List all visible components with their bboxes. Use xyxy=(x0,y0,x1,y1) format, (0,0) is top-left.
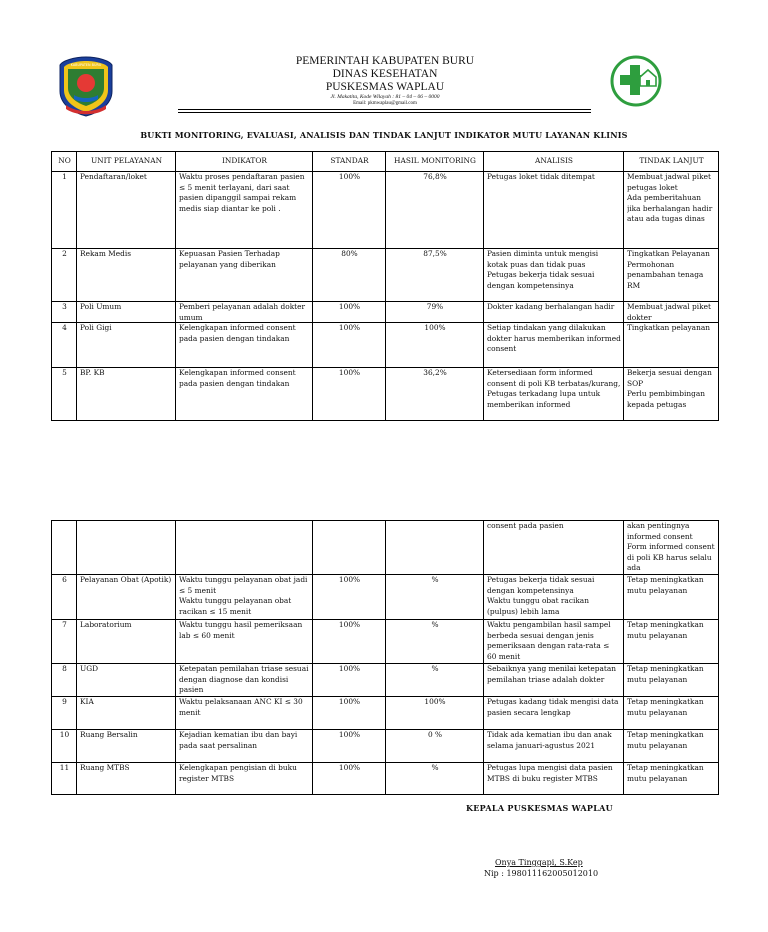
cell-indikator xyxy=(176,368,313,421)
table-row xyxy=(52,302,719,323)
cell-hasil xyxy=(386,620,484,664)
cell-text-tindak: Tetap meningkatkan mutu pelayanan xyxy=(627,620,704,640)
cell-text-unit: Poli Gigi xyxy=(80,323,112,332)
cell-text-indikator: Kelengkapan informed consent pada pasien dengan tindakan xyxy=(179,368,296,388)
cell-text-analisis: consent pada pasien xyxy=(487,521,564,530)
cell-unit xyxy=(77,323,176,368)
cell-text-analisis: Dokter kadang berhalangan hadir xyxy=(487,302,615,311)
cell-hasil xyxy=(386,575,484,620)
cell-analisis xyxy=(484,730,624,763)
cell-text-tindak: akan pentingnya informed consent Form informed consent di poli KB harus selalu ada xyxy=(627,521,715,572)
col-header-standar: STANDAR xyxy=(313,152,386,172)
cell-text-standar: 100% xyxy=(338,697,361,706)
cell-analisis xyxy=(484,697,624,730)
cell-no xyxy=(52,575,77,620)
monitoring-table-page1 xyxy=(51,151,719,421)
cell-analisis xyxy=(484,368,624,421)
cell-analisis xyxy=(484,521,624,575)
cell-text-no: 7 xyxy=(62,620,67,629)
cell-indikator xyxy=(176,521,313,575)
cell-tindak xyxy=(624,249,719,302)
cell-indikator xyxy=(176,249,313,302)
header-government: PEMERINTAH KABUPATEN BURU xyxy=(295,55,475,67)
cell-hasil xyxy=(386,521,484,575)
cell-text-no: 8 xyxy=(62,664,67,673)
cell-text-indikator: Waktu tunggu hasil pemeriksaan lab ≤ 60 menit xyxy=(179,620,303,640)
cell-text-analisis: Waktu pengambilan hasil sampel berbeda sesuai dengan jenis pemeriksaan dengan rata-rata ≤ 60 menit xyxy=(487,620,611,661)
cell-analisis xyxy=(484,664,624,697)
puskesmas-logo xyxy=(610,55,662,107)
cell-analisis xyxy=(484,575,624,620)
table-row xyxy=(52,368,719,421)
cell-text-analisis: Petugas loket tidak ditempat xyxy=(487,172,595,181)
cell-no xyxy=(52,664,77,697)
cell-text-unit: UGD xyxy=(80,664,99,673)
header-rule-thick xyxy=(178,109,591,110)
cell-unit xyxy=(77,249,176,302)
cell-unit xyxy=(77,664,176,697)
cell-text-analisis: Setiap tindakan yang dilakukan dokter harus memberikan informed consent xyxy=(487,323,621,353)
cell-text-standar: 100% xyxy=(338,172,361,181)
cell-standar xyxy=(313,368,386,421)
cell-unit xyxy=(77,730,176,763)
cell-text-hasil: 0 % xyxy=(427,730,443,739)
cell-tindak xyxy=(624,620,719,664)
cell-text-standar: 100% xyxy=(338,730,361,739)
table-row xyxy=(52,172,719,249)
cell-text-indikator: Waktu proses pendaftaran pasien ≤ 5 menit terlayani, dari saat pasien dipanggil sampai rekam medis siap diantar ke poli . xyxy=(179,172,305,213)
cell-no xyxy=(52,620,77,664)
cell-text-unit: KIA xyxy=(80,697,94,706)
cell-text-no: 2 xyxy=(62,249,67,258)
header-email: Email: pkmwaplau@gmail.com xyxy=(353,101,417,106)
cell-text-no: 5 xyxy=(62,368,67,377)
cell-text-unit: Ruang Bersalin xyxy=(80,730,138,739)
col-header-tindak: TINDAK LANJUT xyxy=(624,152,719,172)
cell-text-standar: 100% xyxy=(338,763,361,772)
regency-crest-logo xyxy=(58,55,114,117)
cell-text-unit: Rekam Medis xyxy=(80,249,132,258)
cell-text-tindak: Membuat jadwal piket petugas loket Ada pemberitahuan jika berhalangan hadir atau ada tugas dinas xyxy=(627,172,713,223)
table-header-row xyxy=(52,152,719,172)
cell-text-hasil: % xyxy=(431,575,439,584)
cell-analisis xyxy=(484,172,624,249)
cell-text-no: 6 xyxy=(62,575,67,584)
header-puskesmas: PUSKESMAS WAPLAU xyxy=(325,81,445,93)
cell-tindak xyxy=(624,575,719,620)
cell-standar xyxy=(313,697,386,730)
document-title: BUKTI MONITORING, EVALUASI, ANALISIS DAN TINDAK LANJUT INDIKATOR MUTU LAYANAN KLINIS xyxy=(140,130,628,140)
cell-text-tindak: Tetap meningkatkan mutu pelayanan xyxy=(627,697,704,717)
cell-text-tindak: Tetap meningkatkan mutu pelayanan xyxy=(627,763,704,783)
cell-text-analisis: Petugas lupa mengisi data pasien MTBS di buku register MTBS xyxy=(487,763,613,783)
cell-indikator xyxy=(176,664,313,697)
cell-text-indikator: Waktu pelaksanaan ANC KI ≤ 30 menit xyxy=(179,697,303,717)
cell-text-indikator: Kejadian kematian ibu dan bayi pada saat persalinan xyxy=(179,730,298,750)
cell-standar xyxy=(313,323,386,368)
cell-standar xyxy=(313,249,386,302)
cell-no xyxy=(52,172,77,249)
cell-tindak xyxy=(624,521,719,575)
cell-tindak xyxy=(624,730,719,763)
cell-text-hasil: 76,8% xyxy=(423,172,447,181)
cell-text-unit: Pendaftaran/loket xyxy=(80,172,147,181)
header-department: DINAS KESEHATAN xyxy=(332,68,438,80)
cell-text-no: 4 xyxy=(62,323,67,332)
cell-text-no: 9 xyxy=(62,697,67,706)
cell-tindak xyxy=(624,697,719,730)
table-row xyxy=(52,697,719,730)
cell-tindak xyxy=(624,368,719,421)
header-address: Jl. Makatita, Kode Wilayah : 81 – 04 – 06 – 0000 xyxy=(330,94,440,100)
table-row xyxy=(52,730,719,763)
cell-no xyxy=(52,368,77,421)
cell-text-hasil: % xyxy=(431,664,439,673)
cell-text-hasil: 100% xyxy=(424,697,446,706)
cell-text-no: 10 xyxy=(59,730,70,739)
cell-text-analisis: Pasien diminta untuk mengisi kotak puas dan tidak puas Petugas bekerja tidak sesuai dengan kompetensinya xyxy=(487,249,599,290)
cell-hasil xyxy=(386,664,484,697)
cell-unit xyxy=(77,620,176,664)
cell-unit xyxy=(77,368,176,421)
cell-text-tindak: Bekerja sesuai dengan SOP Perlu pembimbingan kepada petugas xyxy=(627,368,712,409)
signature-name: Onya Tinggapi, S.Kep xyxy=(495,858,583,867)
cell-unit xyxy=(77,697,176,730)
table-row xyxy=(52,323,719,368)
cell-standar xyxy=(313,172,386,249)
cell-analisis xyxy=(484,249,624,302)
cell-text-tindak: Tingkatkan pelayanan xyxy=(627,323,711,332)
cell-text-standar: 100% xyxy=(338,323,361,332)
cell-text-tindak: Membuat jadwal piket dokter xyxy=(627,302,711,322)
cell-standar xyxy=(313,521,386,575)
table-row xyxy=(52,249,719,302)
cell-standar xyxy=(313,730,386,763)
cell-unit xyxy=(77,521,176,575)
cell-text-tindak: Tetap meningkatkan mutu pelayanan xyxy=(627,575,704,595)
cell-analisis xyxy=(484,302,624,323)
cell-text-unit: Poli Umum xyxy=(80,302,122,311)
cell-unit xyxy=(77,302,176,323)
cell-indikator xyxy=(176,172,313,249)
cell-text-no: 11 xyxy=(59,763,70,772)
table-row xyxy=(52,763,719,795)
cell-hasil xyxy=(386,730,484,763)
cell-indikator xyxy=(176,575,313,620)
cell-text-analisis: Petugas kadang tidak mengisi data pasien secara lengkap xyxy=(487,697,619,717)
cell-text-tindak: Tingkatkan Pelayanan Permohonan penambahan tenaga RM xyxy=(627,249,710,290)
col-header-hasil: HASIL MONITORING xyxy=(386,152,484,172)
table-row xyxy=(52,664,719,697)
cell-indikator xyxy=(176,620,313,664)
cell-text-analisis: Petugas bekerja tidak sesuai dengan kompetensinya Waktu tunggu obat racikan (pulpus) lebih lama xyxy=(487,575,595,616)
cell-text-indikator: Kelengkapan pengisian di buku register MTBS xyxy=(179,763,297,783)
cell-text-hasil: 79% xyxy=(426,302,444,311)
cell-unit xyxy=(77,172,176,249)
cell-text-hasil: 100% xyxy=(424,323,446,332)
col-header-indikator: INDIKATOR xyxy=(176,152,313,172)
cell-no xyxy=(52,323,77,368)
cell-text-analisis: Sebaiknya yang menilai ketepatan pemilahan triase adalah dokter xyxy=(487,664,616,684)
cell-hasil xyxy=(386,172,484,249)
header-rule-thin xyxy=(178,112,591,113)
cell-unit xyxy=(77,575,176,620)
col-header-analisis: ANALISIS xyxy=(484,152,624,172)
cell-text-standar: 100% xyxy=(338,620,361,629)
cell-no xyxy=(52,697,77,730)
cell-indikator xyxy=(176,323,313,368)
cell-tindak xyxy=(624,763,719,795)
cell-standar xyxy=(313,620,386,664)
cell-no xyxy=(52,302,77,323)
cell-text-unit: Ruang MTBS xyxy=(80,763,130,772)
cell-tindak xyxy=(624,302,719,323)
col-header-unit: UNIT PELAYANAN xyxy=(77,152,176,172)
cell-text-standar: 80% xyxy=(341,249,358,258)
cell-text-analisis: Ketersediaan form informed consent di poli KB terbatas/kurang, Petugas terkadang lupa untuk memberikan informed xyxy=(487,368,621,409)
cell-hasil xyxy=(386,763,484,795)
cell-no xyxy=(52,763,77,795)
cell-indikator xyxy=(176,302,313,323)
cell-text-no: 1 xyxy=(62,172,67,181)
cell-text-tindak: Tetap meningkatkan mutu pelayanan xyxy=(627,730,704,750)
signature-title: KEPALA PUSKESMAS WAPLAU xyxy=(466,803,613,813)
cell-analisis xyxy=(484,620,624,664)
cell-analisis xyxy=(484,763,624,795)
signature-nip: Nip : 198011162005012010 xyxy=(484,869,599,878)
cell-text-indikator: Kelengkapan informed consent pada pasien dengan tindakan xyxy=(179,323,296,343)
cell-hasil xyxy=(386,323,484,368)
cell-text-hasil: % xyxy=(431,763,439,772)
cell-text-indikator: Kepuasan Pasien Terhadap pelayanan yang diberikan xyxy=(179,249,280,269)
cell-hasil xyxy=(386,368,484,421)
cell-hasil xyxy=(386,249,484,302)
monitoring-table-page2 xyxy=(51,520,719,795)
cell-no xyxy=(52,249,77,302)
cell-text-indikator: Ketepatan pemilahan triase sesuai dengan diagnose dan kondisi pasien xyxy=(179,664,309,694)
cell-analisis xyxy=(484,323,624,368)
cell-standar xyxy=(313,302,386,323)
table-row xyxy=(52,575,719,620)
cell-text-hasil: 87,5% xyxy=(423,249,447,258)
cell-text-hasil: % xyxy=(431,620,439,629)
cell-standar xyxy=(313,763,386,795)
cell-text-hasil: 36,2% xyxy=(423,368,447,377)
cell-text-standar: 100% xyxy=(338,368,361,377)
cell-text-standar: 100% xyxy=(338,302,361,311)
col-header-no: NO xyxy=(52,152,77,172)
cell-unit xyxy=(77,763,176,795)
cell-standar xyxy=(313,575,386,620)
cell-text-indikator: Pemberi pelayanan adalah dokter umum xyxy=(179,302,306,322)
cell-text-standar: 100% xyxy=(338,664,361,673)
cell-tindak xyxy=(624,323,719,368)
svg-text:KABUPATEN BURU: KABUPATEN BURU xyxy=(70,63,102,67)
cell-text-no: 3 xyxy=(62,302,67,311)
cell-indikator xyxy=(176,763,313,795)
cell-standar xyxy=(313,664,386,697)
cell-text-standar: 100% xyxy=(338,575,361,584)
cell-hasil xyxy=(386,302,484,323)
cell-hasil xyxy=(386,697,484,730)
cell-no xyxy=(52,730,77,763)
cell-indikator xyxy=(176,697,313,730)
cell-text-analisis: Tidak ada kematian ibu dan anak selama januari-agustus 2021 xyxy=(487,730,612,750)
cell-no xyxy=(52,521,77,575)
cell-tindak xyxy=(624,172,719,249)
cell-text-indikator: Waktu tunggu pelayanan obat jadi ≤ 5 menit Waktu tunggu pelayanan obat racikan ≤ 15 menit xyxy=(179,575,308,616)
table-row xyxy=(52,521,719,575)
cell-text-unit: Pelayanan Obat (Apotik) xyxy=(80,575,172,584)
cell-text-unit: BP. KB xyxy=(80,368,105,377)
table-row xyxy=(52,620,719,664)
cell-indikator xyxy=(176,730,313,763)
cell-text-unit: Laboratorium xyxy=(80,620,132,629)
cell-text-tindak: Tetap meningkatkan mutu pelayanan xyxy=(627,664,704,684)
cell-tindak xyxy=(624,664,719,697)
